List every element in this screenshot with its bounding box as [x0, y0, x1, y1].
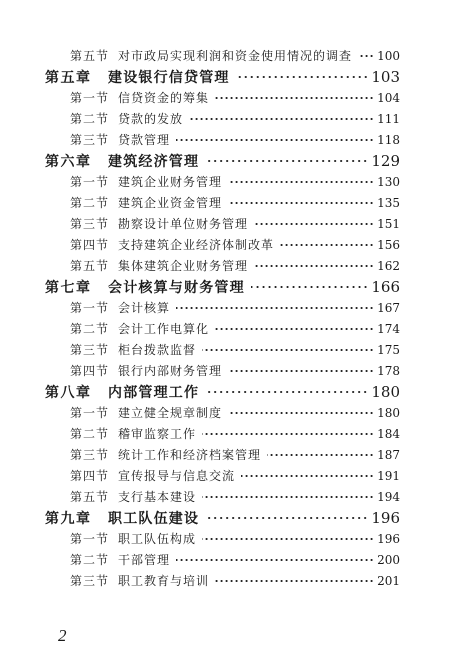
section-title: 统计工作和经济档案管理 [118, 448, 262, 462]
section-title: 会计工作电算化 [118, 322, 210, 336]
section-number: 第四节 [70, 364, 110, 378]
section-number: 第一节 [70, 406, 110, 420]
section-title: 柜台拨款监督 [118, 343, 197, 357]
toc-page-number: 118 [377, 132, 400, 147]
dot-leader [280, 242, 374, 248]
toc-section-row [0, 465, 450, 486]
toc-page-number: 180 [377, 405, 400, 420]
dot-leader [202, 431, 374, 437]
section-title: 稽审监察工作 [118, 427, 197, 441]
chapter-title: 职工队伍建设 [108, 510, 200, 527]
toc-section-row [0, 444, 450, 465]
toc-page-number: 196 [377, 531, 400, 546]
dot-leader [215, 578, 374, 584]
dot-leader [215, 95, 374, 101]
toc-page-number: 151 [377, 216, 400, 231]
toc-page-number: 196 [371, 508, 400, 527]
toc-section-row [0, 255, 450, 276]
toc-chapter-row [0, 381, 450, 402]
toc-chapter-row [0, 66, 450, 87]
toc-page-number: 130 [377, 174, 400, 189]
chapter-number: 第六章 [45, 153, 92, 170]
toc-page-number: 100 [377, 48, 400, 63]
section-title: 支行基本建设 [118, 490, 197, 504]
dot-leader [202, 494, 374, 500]
section-number: 第二节 [70, 196, 110, 210]
toc-section-row [0, 549, 450, 570]
dot-leader [205, 515, 368, 521]
chapter-number: 第七章 [45, 279, 92, 296]
toc-section-row [0, 213, 450, 234]
section-title: 宣传报导与信息交流 [118, 469, 236, 483]
toc-page-number: 194 [377, 489, 400, 504]
toc-section-row [0, 171, 450, 192]
section-number: 第一节 [70, 91, 110, 105]
toc-page-number: 156 [377, 237, 400, 252]
section-title: 建筑企业资金管理 [118, 196, 223, 210]
toc-page-number: 103 [371, 67, 400, 86]
section-number: 第五节 [70, 490, 110, 504]
dot-leader [176, 557, 374, 563]
chapter-number: 第九章 [45, 510, 92, 527]
toc-section-row [0, 423, 450, 444]
toc-page-number: 111 [377, 111, 400, 126]
section-number: 第五节 [70, 259, 110, 273]
toc-section-row [0, 192, 450, 213]
chapter-number: 第五章 [45, 69, 92, 86]
section-title: 勘察设计单位财务管理 [118, 217, 249, 231]
dot-leader [251, 284, 369, 290]
section-title: 信贷资金的筹集 [118, 91, 210, 105]
toc-section-row [0, 87, 450, 108]
dot-leader [254, 263, 374, 269]
section-number: 第二节 [70, 427, 110, 441]
dot-leader [228, 410, 374, 416]
section-number: 第三节 [70, 217, 110, 231]
dot-leader [228, 200, 374, 206]
toc-section-row [0, 234, 450, 255]
section-title: 建筑企业财务管理 [118, 175, 223, 189]
toc-section-row [0, 108, 450, 129]
section-title: 建立健全规章制度 [118, 406, 223, 420]
toc-page-number: 175 [377, 342, 400, 357]
toc-section-row [0, 339, 450, 360]
toc-section-row [0, 129, 450, 150]
toc-chapter-row [0, 507, 450, 528]
section-title: 对市政局实现利润和资金使用情况的调查 [118, 49, 353, 63]
toc-section-row [0, 402, 450, 423]
section-title: 贷款管理 [118, 133, 171, 147]
chapter-title: 内部管理工作 [108, 384, 200, 401]
dot-leader [189, 116, 374, 122]
dot-leader [267, 452, 374, 458]
dot-leader [205, 158, 368, 164]
toc-page-number: 135 [377, 195, 400, 210]
toc-page-number: 187 [377, 447, 400, 462]
dot-leader [228, 179, 374, 185]
table-of-contents [0, 45, 450, 591]
toc-page-number: 178 [377, 363, 400, 378]
toc-section-row [0, 45, 450, 66]
chapter-title: 会计核算与财务管理 [108, 279, 245, 296]
section-number: 第四节 [70, 469, 110, 483]
toc-page-number: 191 [377, 468, 400, 483]
section-number: 第一节 [70, 175, 110, 189]
section-number: 第二节 [70, 322, 110, 336]
section-title: 会计核算 [118, 301, 171, 315]
toc-page-number: 174 [377, 321, 400, 336]
toc-page-number: 180 [371, 382, 400, 401]
section-number: 第二节 [70, 553, 110, 567]
toc-section-row [0, 318, 450, 339]
dot-leader [176, 305, 374, 311]
section-number: 第四节 [70, 238, 110, 252]
section-title: 贷款的发放 [118, 112, 184, 126]
dot-leader [202, 347, 374, 353]
toc-page-number: 104 [377, 90, 400, 105]
section-title: 支持建筑企业经济体制改革 [118, 238, 275, 252]
dot-leader [215, 326, 374, 332]
dot-leader [236, 74, 369, 80]
section-title: 干部管理 [118, 553, 171, 567]
toc-page-number: 129 [371, 151, 400, 170]
toc-section-row [0, 486, 450, 507]
toc-page-number: 184 [377, 426, 400, 441]
toc-page-number: 201 [377, 573, 400, 588]
section-number: 第一节 [70, 532, 110, 546]
section-number: 第五节 [70, 49, 110, 63]
chapter-title: 建设银行信贷管理 [108, 69, 230, 86]
section-title: 集体建筑企业财务管理 [118, 259, 249, 273]
page-number: 2 [58, 626, 67, 645]
toc-section-row [0, 570, 450, 591]
toc-chapter-row [0, 150, 450, 171]
section-title: 银行内部财务管理 [118, 364, 223, 378]
toc-section-row [0, 528, 450, 549]
toc-page-number: 166 [371, 277, 400, 296]
dot-leader [202, 536, 374, 542]
section-number: 第三节 [70, 574, 110, 588]
section-number: 第三节 [70, 343, 110, 357]
toc-page-number: 162 [377, 258, 400, 273]
dot-leader [241, 473, 374, 479]
section-title: 职工教育与培训 [118, 574, 210, 588]
toc-page-number: 200 [377, 552, 400, 567]
toc-page-number: 167 [377, 300, 400, 315]
dot-leader [254, 221, 374, 227]
section-number: 第三节 [70, 133, 110, 147]
dot-leader [228, 368, 374, 374]
toc-section-row [0, 360, 450, 381]
dot-leader [205, 389, 368, 395]
section-title: 职工队伍构成 [118, 532, 197, 546]
chapter-number: 第八章 [45, 384, 92, 401]
dot-leader [358, 53, 374, 59]
toc-section-row [0, 297, 450, 318]
section-number: 第一节 [70, 301, 110, 315]
section-number: 第三节 [70, 448, 110, 462]
chapter-title: 建筑经济管理 [108, 153, 200, 170]
section-number: 第二节 [70, 112, 110, 126]
toc-chapter-row [0, 276, 450, 297]
dot-leader [176, 137, 374, 143]
